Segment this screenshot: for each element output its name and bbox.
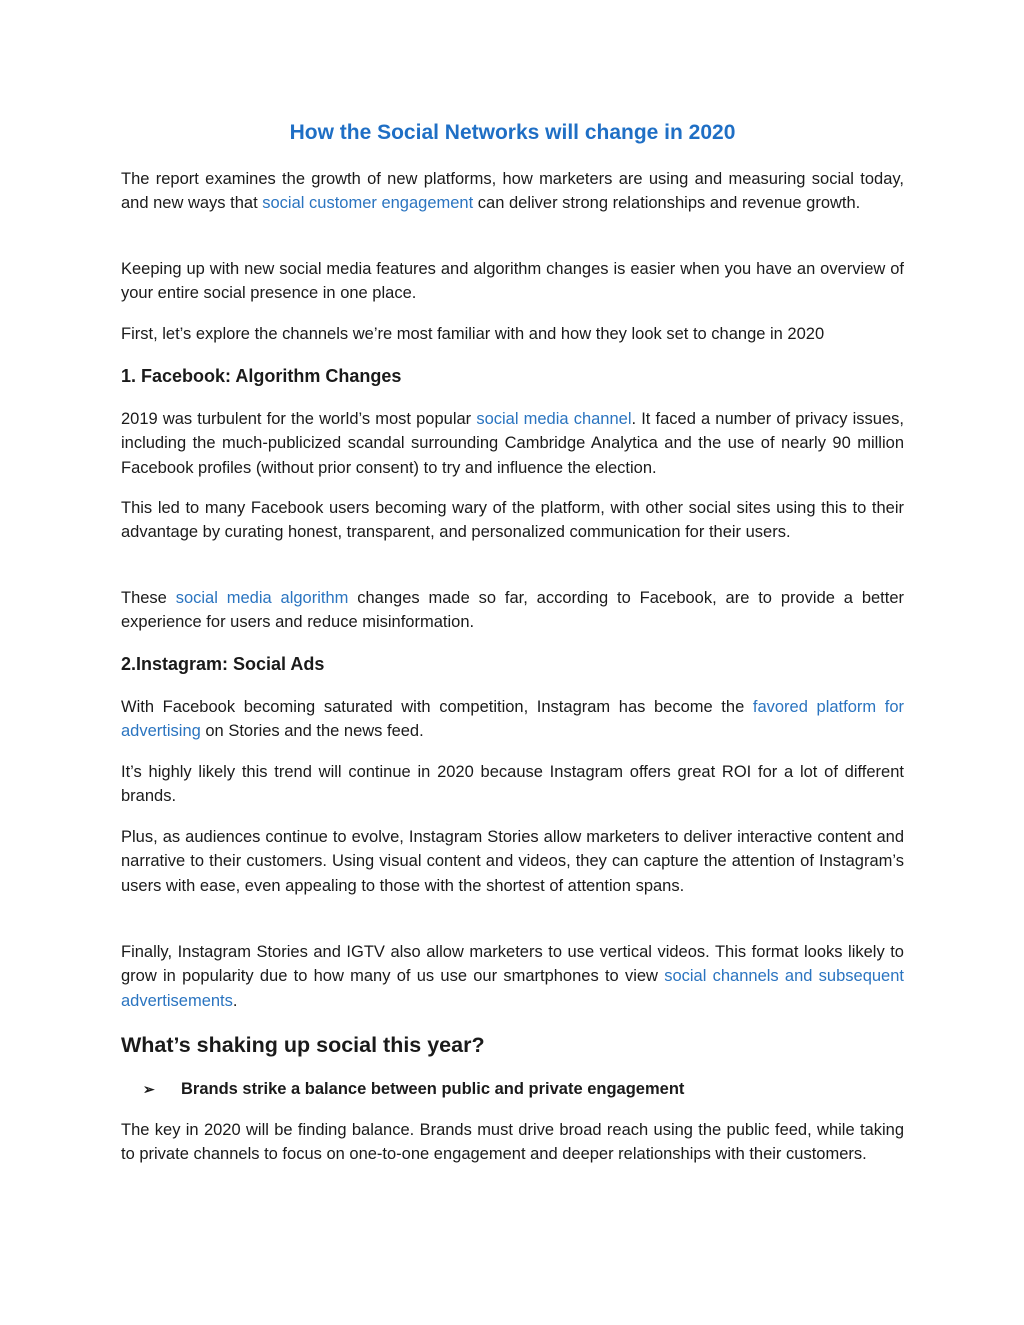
intro-p1-text-b: can deliver strong relationships and revenue growth.	[473, 194, 861, 213]
intro-paragraph-1	[121, 167, 904, 216]
bullet-text: Brands strike a balance between public and private engagement	[181, 1080, 685, 1098]
intro-p1-text-a: The report examines the growth of new platforms, how marketers are using and measuring social today, and new ways that	[121, 170, 904, 213]
social-media-algorithm-link[interactable]: social media algorithm	[175, 589, 349, 607]
facebook-p1-text-a: 2019 was turbulent for the world’s most popular	[121, 410, 477, 428]
instagram-paragraph-3: Plus, as audiences continue to evolve, Instagram Stories allow marketers to deliver interactive content and narrative to their customers. Using visual content and videos, they can capture the attention of Instagram’s users with ease, even appealing to those with the shortest of attention spans.	[121, 828, 904, 895]
facebook-p1-text-b: . It faced a number of privacy issues, including the much-publicized scandal surrounding Cambridge Analytica and the use of nearly 90 million Facebook profiles (without prior consent) to try and influence the election.	[121, 410, 904, 477]
favored-platform-link[interactable]: favored platform for advertising	[121, 698, 904, 741]
facebook-paragraph-1	[121, 407, 904, 480]
shaking-paragraph-1: The key in 2020 will be finding balance. Brands must drive broad reach using the public feed, while taking to private channels to focus on one-to-one engagement and deeper relationships with their customers.	[121, 1121, 904, 1164]
instagram-p4-text-a: Finally, Instagram Stories and IGTV also allow marketers to use vertical videos. This format looks likely to grow in popularity due to how many of us use our smartphones to view	[121, 943, 904, 986]
facebook-heading: 1. Facebook: Algorithm Changes	[121, 366, 402, 386]
document-title: How the Social Networks will change in 2020	[289, 121, 736, 144]
shaking-heading: What’s shaking up social this year?	[121, 1033, 485, 1057]
facebook-paragraph-2: This led to many Facebook users becoming wary of the platform, with other social sites using this to their advantage by curating honest, transparent, and personalized communication for their users.	[121, 499, 904, 542]
instagram-p1-text-a: With Facebook becoming saturated with competition, Instagram has become the	[121, 698, 753, 716]
instagram-paragraph-4	[121, 940, 904, 1013]
arrow-bullet-icon: ➢	[143, 1081, 155, 1097]
instagram-heading: 2.Instagram: Social Ads	[121, 654, 325, 674]
social-customer-engagement-link[interactable]: social customer engagement	[262, 194, 474, 213]
facebook-p3-text-b: changes made so far, according to Facebook, are to provide a better experience for users and reduce misinformation.	[121, 589, 905, 632]
instagram-paragraph-2: It’s highly likely this trend will continue in 2020 because Instagram offers great ROI for a lot of different brands.	[121, 763, 904, 806]
intro-paragraph-3: First, let’s explore the channels we’re most familiar with and how they look set to change in 2020	[121, 325, 825, 343]
facebook-paragraph-3	[121, 586, 904, 635]
facebook-p3-text-a: These	[121, 589, 176, 607]
instagram-p4-text-b: .	[232, 991, 238, 1010]
social-media-channel-link[interactable]: social media channel	[476, 410, 632, 428]
instagram-p1-text-b: on Stories and the news feed.	[200, 722, 424, 741]
intro-paragraph-2: Keeping up with new social media features and algorithm changes is easier when you have an overview of your entire social presence in one place.	[121, 260, 904, 303]
social-channels-link[interactable]: social channels and subsequent advertisements	[121, 967, 904, 1010]
bullet-item	[143, 1077, 684, 1101]
instagram-paragraph-1	[121, 695, 904, 744]
